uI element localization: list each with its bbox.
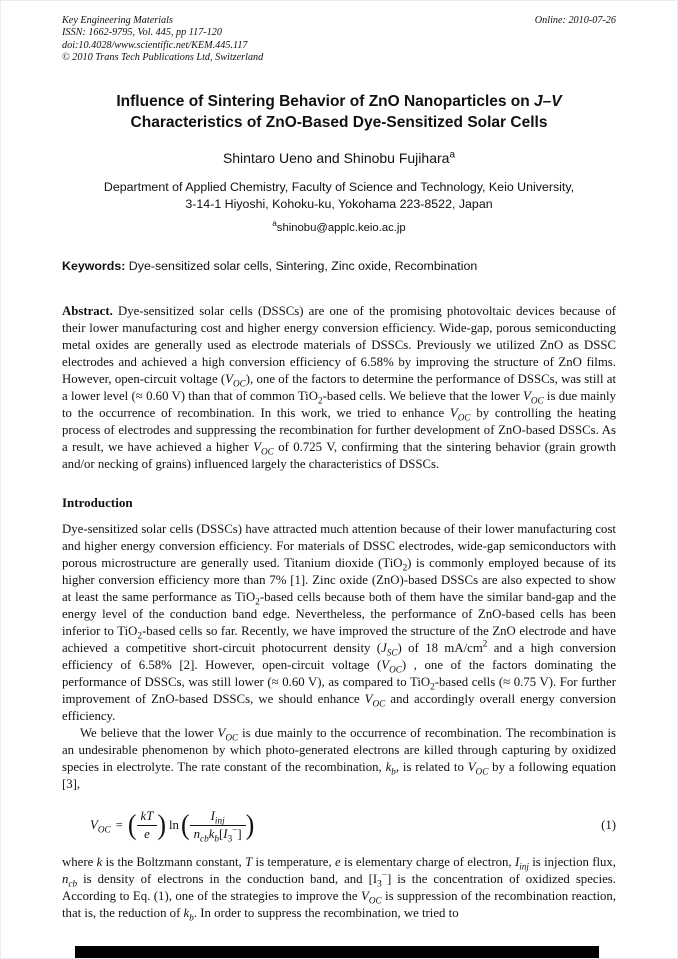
journal-name: Key Engineering Materials	[62, 15, 173, 26]
keywords-line	[62, 259, 616, 273]
issn-volume-line: ISSN: 1662-9795, Vol. 445, pp 117-120	[62, 27, 222, 39]
paper-title: Influence of Sintering Behavior of ZnO Nanoparticles on J–V Characteristics of ZnO-Based Dye-Sensitized Solar Cells	[116, 92, 562, 131]
keywords-text: Dye-sensitized solar cells, Sintering, Zinc oxide, Recombination	[125, 258, 478, 273]
journal-info-block	[62, 15, 263, 65]
intro-paragraph-3: where k is the Boltzmann constant, T is temperature, e is elementary charge of electron, $I_{inj}$ is injection flux, $n_{cb}$ is density of electrons in the conduction band, and $[I_3^-]$ is the concentration of oxidized species. According to Eq. (1), one of the strategies to improve the $V_{OC}$ is suppression of the recombination reaction, that is, the reduction of $k_b$. In order to suppress the recombination, we tried to	[62, 854, 617, 923]
affiliation: Department of Applied Chemistry, Faculty of Science and Technology, Keio University, 3-14-1 Hiyoshi, Kohoku-ku, Yokohama 223-8522, Japan	[103, 179, 575, 211]
journal-header	[62, 15, 616, 65]
keywords-label: Keywords:	[62, 258, 126, 273]
equation-1-body: $V_{OC}$ = ( $\frac{kT}{e}$ ) ln ( $\frac{I_{inj}}{n_{cb}k_b[I_3^-]}$ )	[90, 808, 255, 844]
equation-1-number: (1)	[601, 817, 616, 832]
author-email: $^a$shinobu@applc.keio.ac.jp	[272, 218, 406, 234]
intro-paragraph-1: Dye-sensitized solar cells (DSSCs) have attracted much attention because of their lower manufacturing cost and higher energy conversion efficiency. For materials of DSSC electrodes, wide-gap semiconductors with porous microstructure are generally used. Titanium dioxide (TiO$_2$) is commonly employed because of its higher conversion efficiency more than 7% [1]. Zinc oxide (ZnO)-based DSSCs are also expected to show at least the same performance as TiO$_2$-based cells because both of them have the similar band-gap and the energy level of the conduction band edge. Nevertheless, the performance of ZnO-based cells has been inferior to TiO$_2$-based cells so far. Recently, we have improved the structure of the ZnO electrode and have achieved a competitive short-circuit photocurrent density $(J_{SC})$ of 18 $mA/cm^2$ and a high conversion efficiency of 6.58% [2]. However, open-circuit voltage $(V_{OC})$ , one of the factors dominating the performance of DSSCs, was still lower (≈ 0.60 V), as compared to TiO$_2$-based cells (≈ 0.75 V). For further improvement of ZnO-based DSSCs, we should enhance $V_{OC}$ and accordingly overall energy conversion efficiency.	[62, 521, 617, 723]
copyright-line: © 2010 Trans Tech Publications Ltd, Switzerland	[62, 52, 264, 64]
equation-1-row	[90, 809, 616, 842]
footer-redaction-bar	[75, 946, 599, 958]
online-date: Online: 2010-07-26	[534, 15, 616, 26]
authors-line: Shintaro Ueno and Shinobu Fujihara$^a$	[222, 148, 456, 166]
introduction-heading: Introduction	[62, 494, 133, 510]
intro-paragraph-2: We believe that the lower $V_{OC}$ is due mainly to the occurrence of recombination. The recombination is an undesirable phenomenon by which photo-generated electrons are killed through capturing by oxidized species in electrolyte. The rate constant of the recombination, $k_b$, is related to $V_{OC}$ by a following equation [3],	[62, 725, 617, 791]
doi-line: doi:10.4028/www.scientific.net/KEM.445.117	[62, 39, 248, 51]
abstract-paragraph: Abstract. Dye-sensitized solar cells (DSSCs) are one of the promising photovoltaic devices because of their lower manufacturing cost and higher energy conversion efficiency. Wide-gap, porous semiconducting metal oxides are generally used as electrode materials of DSSCs. Previously we utilized ZnO as DSSC electrodes and achieved a high conversion efficiency of 6.58% by improving the structure of ZnO films. However, open-circuit voltage $(V_{OC})$, one of the factors to determine the performance of DSSCs, was still at a lower level (≈ 0.60 V) than that of common TiO$_2$-based cells. We believe that the lower $V_{OC}$ is due mainly to the occurrence of recombination. In this work, we tried to enhance $V_{OC}$ by controlling the heating process of electrodes and suppressing the recombination for further development of ZnO-based DSSCs. As a result, we have achieved a higher $V_{OC}$ of 0.725 V, confirming that the sintering behavior (grain growth and/or necking of grains) influenced largely the characteristics of DSSCs.	[62, 303, 617, 471]
